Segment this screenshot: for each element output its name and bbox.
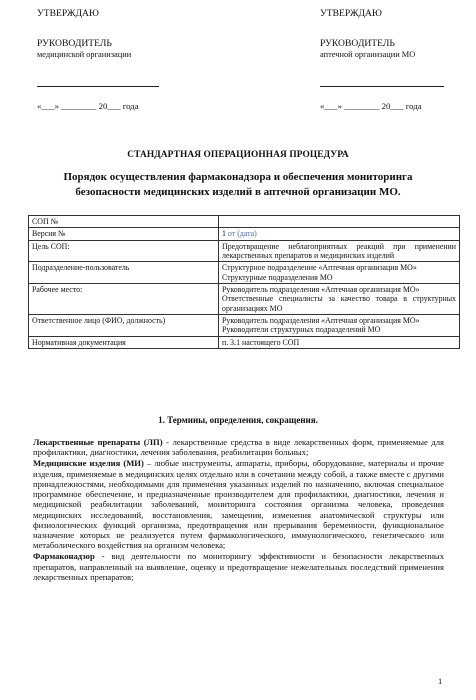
definition-paragraph — [33, 437, 444, 457]
approve-label: УТВЕРЖДАЮ — [37, 8, 99, 19]
table-key: Подразделение-пользователь — [29, 262, 219, 284]
table-row — [29, 336, 460, 348]
approve-label: УТВЕРЖДАЮ — [320, 8, 382, 19]
table-value-line: Руководитель подразделения «Аптечная организация МО» — [222, 284, 420, 294]
table-value-line: Руководитель подразделения «Аптечная организация МО» — [222, 315, 420, 325]
approval-block-left — [37, 8, 197, 112]
table-row — [29, 262, 460, 284]
signature-line — [320, 86, 444, 87]
table-row — [29, 216, 460, 228]
table-value-line: Ответственные специалисты за качество товара в структурных организациях МО — [222, 294, 456, 313]
section-heading: 1. Термины, определения, сокращения. — [158, 415, 318, 425]
table-value — [219, 314, 460, 336]
table-row — [29, 283, 460, 314]
definition-term: Лекарственные препараты (ЛП) — [33, 437, 163, 447]
signature-line — [37, 86, 159, 87]
table-key: СОП № — [29, 216, 219, 228]
table-value-line: Руководители структурных подразделений МО — [222, 325, 381, 335]
document-type: СТАНДАРТНАЯ ОПЕРАЦИОННАЯ ПРОЦЕДУРА — [127, 150, 349, 160]
table-row — [29, 240, 460, 262]
table-value: п. 3.1 настоящего СОП — [219, 336, 460, 348]
table-value — [219, 228, 460, 240]
table-row — [29, 228, 460, 240]
table-row — [29, 314, 460, 336]
version-date: от (дата) — [225, 229, 257, 239]
table-key: Нормативная документация — [29, 336, 219, 348]
definition-term: Фармаконадзор — [33, 551, 95, 562]
definition-text: - вид деятельности по мониторингу эффективности и безопасности лекарственных препаратов, направленный на выявление, оценку и предотвращение нежелательных последствий применения лекарственных препаратов; — [33, 551, 444, 582]
sop-info-table — [28, 215, 460, 349]
table-value-line: Структурные подразделения МО — [222, 272, 333, 282]
section-body — [33, 437, 444, 583]
approval-block-right — [320, 8, 470, 112]
definition-term: Медицинские изделия (МИ) — [33, 458, 144, 469]
approval-date: «___» ________ 20___ года — [37, 101, 139, 112]
table-value-line: Структурное подразделение «Аптечная организация МО» — [222, 263, 417, 273]
approval-date: «___» ________ 20___ года — [320, 101, 422, 112]
definition-text: – любые инструменты, аппараты, приборы, оборудование, материалы и прочие изделия, применяемые в медицинских целях отдельно или в сочетании между собой, а также вместе с другими принадлежностями, необходимыми для применения указанных изделий по назначению, включая специальное программное обеспечение, и предназначенные производителем для профилактики, диагностики, лечения и медицинской реабилитации заболеваний, мониторинга состояния организма человека, проведения медицинских исследований, восстановления, замещения, изменения анатомической структуры или физиологических функций организма, предотвращения или прерывания беременности, функциональное назначение которых не реализуется путем фармакологического, иммунологического, генетического или метаболического воздействия на организм человека; — [33, 458, 444, 551]
approver-role: РУКОВОДИТЕЛЬ — [320, 37, 395, 49]
approver-organization: медицинской организации — [37, 49, 132, 59]
table-key: Версия № — [29, 228, 219, 240]
definition-paragraph — [33, 551, 444, 582]
table-value — [219, 262, 460, 284]
document-title: Порядок осуществления фармаконадзора и обеспечения мониторинга безопасности медицинских изделий в аптечной организации МО. — [63, 171, 413, 198]
table-value: Предотвращение неблагоприятных реакций при применении лекарственных препаратов и медицинских изделий — [219, 240, 460, 262]
approver-organization: аптечной организации МО — [320, 49, 416, 59]
table-key: Ответственное лицо (ФИО, должность) — [29, 314, 219, 336]
table-value — [219, 283, 460, 314]
table-value — [219, 216, 460, 228]
approver-role: РУКОВОДИТЕЛЬ — [37, 37, 112, 49]
version-number: 1 — [222, 229, 226, 239]
table-key: Цель СОП: — [29, 240, 219, 262]
definition-text: - лекарственные средства в виде лекарственных форм, применяемые для профилактики, диагностики, лечения заболевания, реабилитации больных; — [33, 437, 444, 458]
page-number: 1 — [438, 676, 443, 686]
table-key: Рабочее место: — [29, 283, 219, 314]
definition-paragraph — [33, 458, 444, 550]
